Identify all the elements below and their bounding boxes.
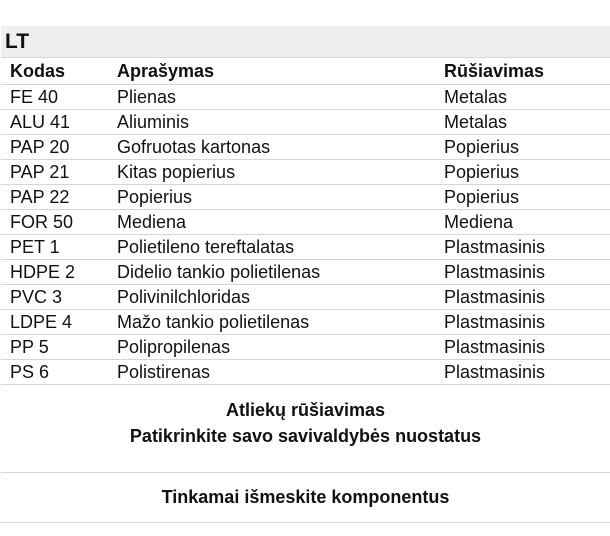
cell-code: LDPE 4 <box>1 310 108 335</box>
cell-description: Polietileno tereftalatas <box>108 235 435 260</box>
cell-code: PAP 20 <box>1 135 108 160</box>
table-row <box>1 185 610 210</box>
table-row <box>1 210 610 235</box>
cell-sorting: Popierius <box>435 160 610 185</box>
cell-code: PET 1 <box>1 235 108 260</box>
cell-code: ALU 41 <box>1 110 108 135</box>
recycling-sheet <box>1 26 610 523</box>
cell-description: Kitas popierius <box>108 160 435 185</box>
cell-sorting: Plastmasinis <box>435 335 610 360</box>
cell-code: PAP 21 <box>1 160 108 185</box>
cell-code: PP 5 <box>1 335 108 360</box>
table-row <box>1 135 610 160</box>
cell-sorting: Mediena <box>435 210 610 235</box>
cell-sorting: Plastmasinis <box>435 285 610 310</box>
cell-sorting: Plastmasinis <box>435 310 610 335</box>
cell-description: Popierius <box>108 185 435 210</box>
table-row <box>1 260 610 285</box>
language-header: LT <box>1 26 610 58</box>
cell-sorting: Plastmasinis <box>435 260 610 285</box>
cell-sorting: Popierius <box>435 135 610 160</box>
cell-code: PVC 3 <box>1 285 108 310</box>
cell-description: Aliuminis <box>108 110 435 135</box>
cell-description: Didelio tankio polietilenas <box>108 260 435 285</box>
cell-code: PS 6 <box>1 360 108 385</box>
column-header-description: Aprašymas <box>108 58 435 85</box>
table-row <box>1 310 610 335</box>
sorting-note-title: Atliekų rūšiavimas <box>225 400 386 420</box>
cell-sorting: Popierius <box>435 185 610 210</box>
cell-code: FE 40 <box>1 85 108 110</box>
cell-description: Polivinilchloridas <box>108 285 435 310</box>
cell-sorting: Metalas <box>435 85 610 110</box>
cell-sorting: Plastmasinis <box>435 360 610 385</box>
table-row <box>1 335 610 360</box>
cell-description: Polistirenas <box>108 360 435 385</box>
cell-code: PAP 22 <box>1 185 108 210</box>
table-row <box>1 285 610 310</box>
table-row <box>1 85 610 110</box>
cell-description: Polipropilenas <box>108 335 435 360</box>
sorting-note <box>1 385 610 473</box>
cell-description: Gofruotas kartonas <box>108 135 435 160</box>
sorting-note-instruction: Patikrinkite savo savivaldybės nuostatus <box>129 426 482 446</box>
cell-sorting: Plastmasinis <box>435 235 610 260</box>
dispose-note-text: Tinkamai išmeskite komponentus <box>161 487 450 507</box>
cell-code: HDPE 2 <box>1 260 108 285</box>
table-header-row <box>1 58 610 85</box>
table-row <box>1 360 610 385</box>
dispose-note <box>1 473 610 523</box>
table-row <box>1 110 610 135</box>
recycling-codes-table <box>1 58 610 385</box>
column-header-code: Kodas <box>1 58 108 85</box>
table-row <box>1 235 610 260</box>
cell-description: Mažo tankio polietilenas <box>108 310 435 335</box>
cell-sorting: Metalas <box>435 110 610 135</box>
cell-description: Mediena <box>108 210 435 235</box>
table-row <box>1 160 610 185</box>
cell-code: FOR 50 <box>1 210 108 235</box>
column-header-sorting: Rūšiavimas <box>435 58 610 85</box>
cell-description: Plienas <box>108 85 435 110</box>
